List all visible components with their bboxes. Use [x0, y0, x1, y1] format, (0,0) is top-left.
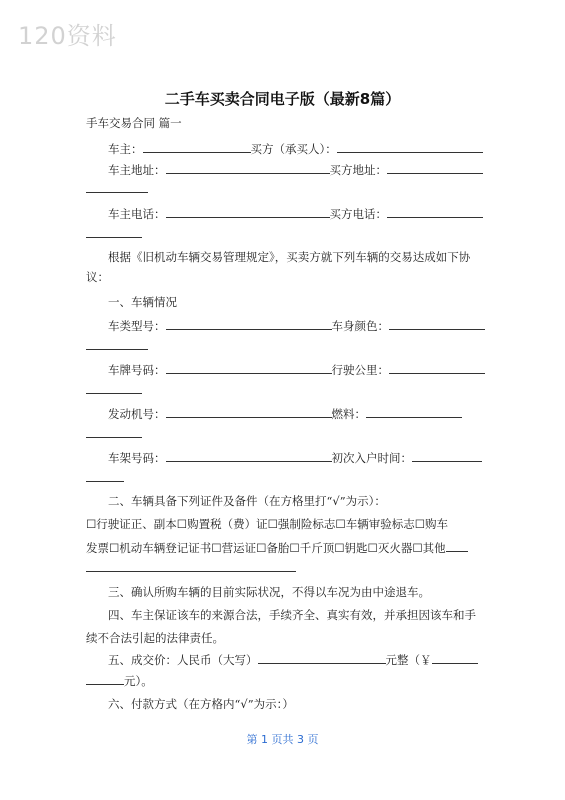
- fuel-label: 燃料：: [331, 407, 366, 421]
- mileage-label: 行驶公里：: [331, 363, 389, 377]
- documents-line-2-text: 发票☐机动车辆登记证书☐营运证☐备胎☐千斤顶☐钥匙☐灭火器☐其他: [86, 541, 446, 555]
- section-2-heading: 二、车辆具备下列证件及备件（在方格里打“√”为示）：: [108, 494, 386, 508]
- intro-line-2: 议：: [86, 270, 109, 284]
- section-4-line-2: 续不合法引起的法律责任。: [86, 631, 224, 645]
- price-number-blank-cont[interactable]: [86, 673, 124, 685]
- price-row-cont: [86, 673, 153, 688]
- buyer-phone-label: 买方电话：: [329, 207, 387, 221]
- buyer-blank[interactable]: [337, 141, 483, 153]
- document-title: 二手车买卖合同电子版（最新8篇）: [164, 90, 401, 108]
- frame-label: 车架号码：: [108, 451, 166, 465]
- model-blank[interactable]: [166, 318, 332, 330]
- price-number-blank[interactable]: [432, 652, 478, 664]
- phone-row-cont: [86, 226, 142, 241]
- section-heading: 手车交易合同 篇一: [86, 116, 182, 130]
- buyer-label: 买方（承买人）：: [250, 142, 337, 156]
- owner-buyer-row: [108, 141, 483, 156]
- buyer-address-blank[interactable]: [387, 162, 483, 174]
- buyer-phone-blank-cont[interactable]: [86, 226, 142, 238]
- watermark: 120资料: [18, 22, 117, 50]
- mileage-blank[interactable]: [389, 362, 485, 374]
- phone-row: [108, 206, 483, 221]
- page-footer: 第 1 页共 3 页: [246, 733, 319, 746]
- price-words-blank[interactable]: [258, 652, 386, 664]
- model-row: [108, 318, 485, 333]
- color-label: 车身颜色：: [331, 319, 389, 333]
- other-blank[interactable]: [446, 540, 468, 552]
- owner-blank[interactable]: [143, 141, 251, 153]
- plate-label: 车牌号码：: [108, 363, 166, 377]
- buyer-phone-blank[interactable]: [387, 206, 483, 218]
- section-1-heading: 一、车辆情况: [108, 295, 177, 309]
- model-label: 车类型号：: [108, 319, 166, 333]
- buyer-address-blank-cont[interactable]: [86, 181, 148, 193]
- price-label: 五、成交价：人民币（大写）: [108, 653, 258, 667]
- color-blank-cont[interactable]: [86, 338, 148, 350]
- engine-blank[interactable]: [166, 406, 332, 418]
- price-end: 元）。: [124, 674, 153, 688]
- first-reg-blank[interactable]: [412, 450, 482, 462]
- section-4-line-1: 四、车主保证该车的来源合法，手续齐全、真实有效，并承担因该车和手: [108, 608, 476, 622]
- owner-address-blank[interactable]: [166, 162, 330, 174]
- frame-row: [108, 450, 482, 465]
- first-reg-label: 初次入户时间：: [331, 451, 412, 465]
- documents-line-1: ☐行驶证正、副本☐购置税（费）证☐强制险标志☐车辆审验标志☐购车: [86, 517, 449, 531]
- plate-row-cont: [86, 382, 142, 397]
- model-row-cont: [86, 338, 148, 353]
- buyer-address-label: 买方地址：: [329, 163, 387, 177]
- section-3: 三、确认所购车辆的目前实际状况，不得以车况为由中途退车。: [108, 585, 430, 599]
- frame-row-cont: [86, 470, 124, 485]
- first-reg-blank-cont[interactable]: [86, 470, 124, 482]
- engine-row: [108, 406, 462, 421]
- documents-line-3: [86, 560, 296, 575]
- owner-phone-blank[interactable]: [166, 206, 330, 218]
- engine-row-cont: [86, 426, 142, 441]
- price-row: [108, 652, 478, 667]
- owner-phone-label: 车主电话：: [108, 207, 166, 221]
- owner-label: 车主：: [108, 142, 143, 156]
- other-blank-cont[interactable]: [86, 560, 296, 572]
- plate-blank[interactable]: [166, 362, 332, 374]
- owner-address-label: 车主地址：: [108, 163, 166, 177]
- intro-line-1: 根据《旧机动车辆交易管理规定》，买卖方就下列车辆的交易达成如下协: [108, 250, 471, 264]
- documents-line-2: [86, 540, 468, 555]
- address-row-cont: [86, 181, 148, 196]
- plate-row: [108, 362, 485, 377]
- frame-blank[interactable]: [166, 450, 332, 462]
- engine-label: 发动机号：: [108, 407, 166, 421]
- price-yuan-label: 元整（￥: [385, 653, 432, 667]
- color-blank[interactable]: [389, 318, 485, 330]
- fuel-blank-cont[interactable]: [86, 426, 142, 438]
- mileage-blank-cont[interactable]: [86, 382, 142, 394]
- address-row: [108, 162, 483, 177]
- fuel-blank[interactable]: [366, 406, 462, 418]
- section-6-heading: 六、付款方式（在方格内“√”为示：）: [108, 697, 294, 711]
